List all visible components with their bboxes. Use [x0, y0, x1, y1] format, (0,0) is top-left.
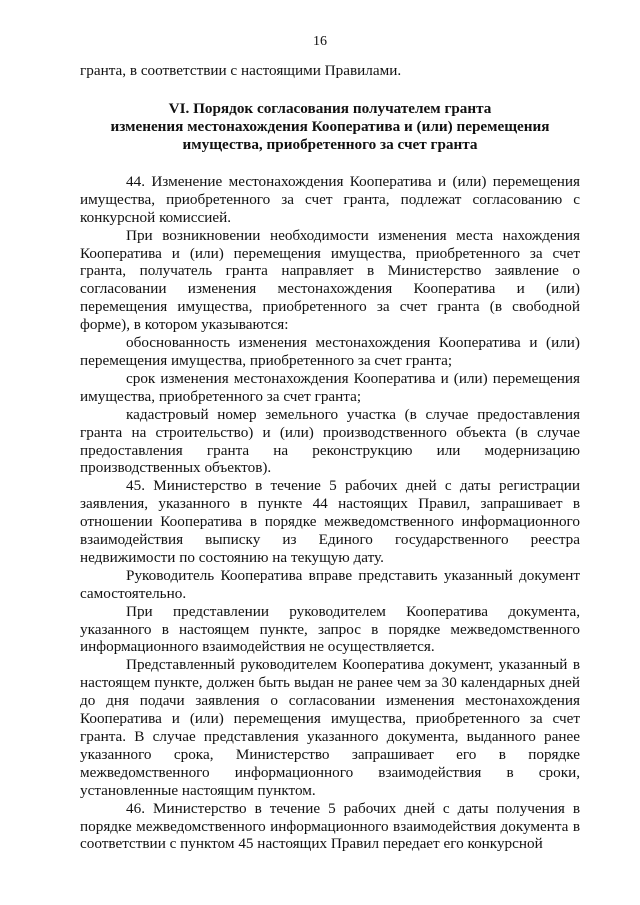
section-title-line: изменения местонахождения Кооператива и (или) перемещения — [110, 117, 550, 135]
section-title-line: VI. Порядок согласования получателем гранта — [168, 99, 492, 117]
document-body — [80, 62, 580, 853]
paragraph: При представлении руководителем Кооператива документа, указанного в настоящем пункте, запрос в порядке межведомственного информационного взаимодействия не осуществляется. — [80, 602, 580, 656]
section-title — [80, 100, 580, 154]
paragraph: Представленный руководителем Кооператива документ, указанный в настоящем пункте, должен быть выдан не ранее чем за 30 календарных дней до дня подачи заявления о согласовании изменения местонахождения Кооператива и (или) перемещения имущества, приобретенного за счет гранта. В случае представления указанного документа, выданного ранее указанного срока, Министерство запрашивает его в порядке межведомственного информационного взаимодействия в сроки, установленные настоящим пунктом. — [80, 656, 580, 799]
paragraph: Руководитель Кооператива вправе представить указанный документ самостоятельно. — [80, 566, 580, 602]
paragraph-46: 46. Министерство в течение 5 рабочих дней с даты получения в порядке межведомственного информационного взаимодействия документа в соответствии с пунктом 45 настоящих Правил передает его конкурсной — [80, 799, 580, 853]
paragraph: При возникновении необходимости изменения места нахождения Кооператива и (или) перемещения имущества, приобретенного за счет гранта, получатель гранта направляет в Министерство заявление о согласовании изменения местонахождения Кооператива и (или) перемещения имущества, приобретенного за счет гранта (в свободной форме), в котором указываются: — [80, 226, 580, 334]
paragraph-45: 45. Министерство в течение 5 рабочих дней с даты регистрации заявления, указанного в пункте 44 настоящих Правил, запрашивает в отношении Кооператива в порядке межведомственного информационного взаимодействия выписку из Единого государственного реестра недвижимости по состоянию на текущую дату. — [80, 477, 580, 566]
section-title-line: имущества, приобретенного за счет гранта — [182, 135, 478, 153]
page-number: 16 — [313, 34, 327, 49]
paragraph-44: 44. Изменение местонахождения Кооператива и (или) перемещения имущества, приобретенного за счет гранта, подлежат согласованию с конкурсной комиссией. — [80, 172, 580, 226]
paragraph: срок изменения местонахождения Кооператива и (или) перемещения имущества, приобретенного за счет гранта; — [80, 369, 580, 405]
paragraph: обоснованность изменения местонахождения Кооператива и (или) перемещения имущества, приобретенного за счет гранта; — [80, 334, 580, 369]
continuation-paragraph: гранта, в соответствии с настоящими Правилами. — [80, 62, 402, 79]
paragraph: кадастровый номер земельного участка (в случае предоставления гранта на строительство) и (или) производственного объекта (в случае предоставления гранта на реконструкцию или модернизацию производственных объектов). — [80, 405, 580, 477]
